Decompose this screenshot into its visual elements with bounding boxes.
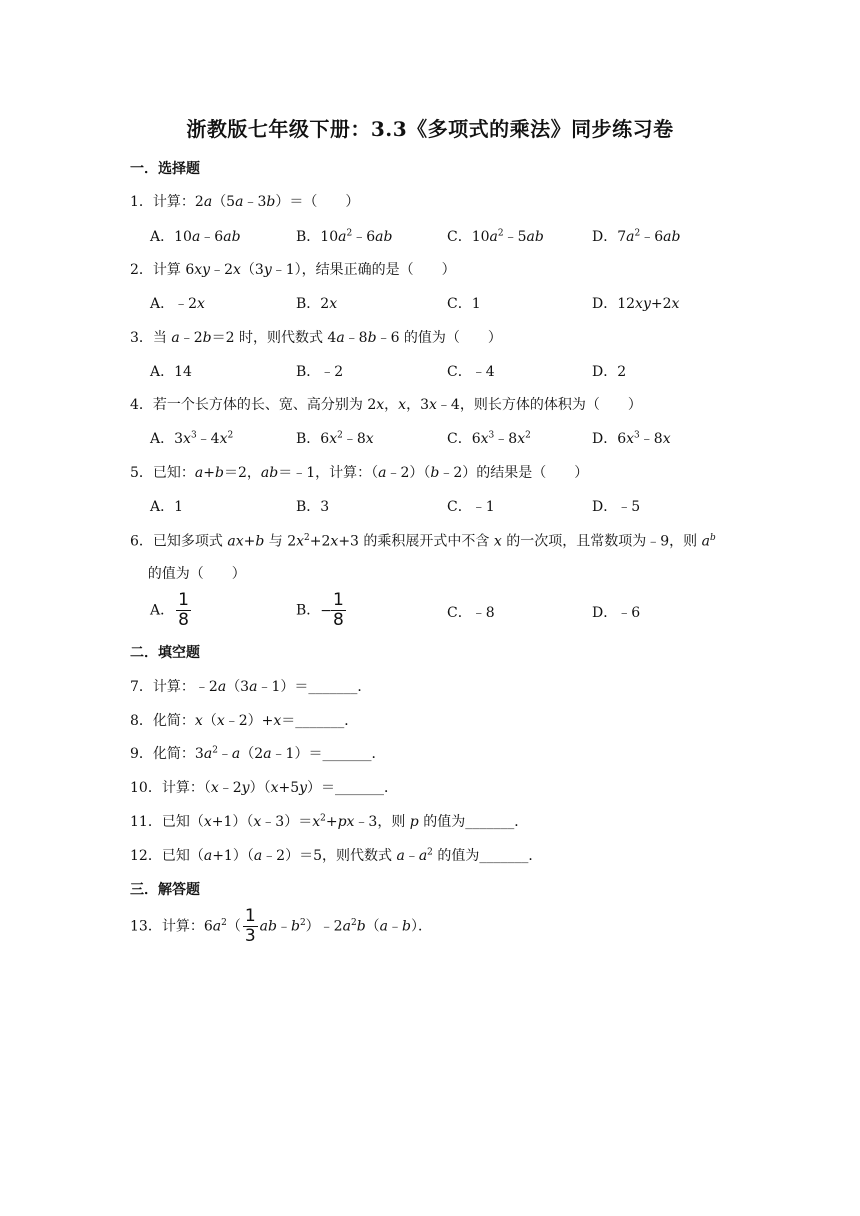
option-c: C．1 xyxy=(447,296,481,312)
question-11: 11．已知$(x+1)(x﹣3)=x^2+px﹣3$，则 p 的值为_______． xyxy=(130,813,529,830)
option-d: D．2 xyxy=(592,364,627,380)
section-fill-in: 二．填空题 xyxy=(130,645,200,661)
option-a: A．10a﹣6ab xyxy=(150,229,241,245)
question-7: 7．计算：﹣2a（3a﹣1）＝_______． xyxy=(130,679,372,695)
option-c: C．﹣8 xyxy=(447,605,495,621)
question-5: 5．已知：a+b＝2，ab＝﹣1，计算：（a﹣2）（b﹣2）的结果是（ ） xyxy=(130,465,589,481)
option-b: B．2x xyxy=(296,296,338,312)
option-d: D．﹣6 xyxy=(592,605,641,621)
option-b: B．﹣2 xyxy=(296,364,344,380)
question-2: 2．计算 6xy﹣2x（3y﹣1），结果正确的是（ ） xyxy=(130,262,456,278)
question-5-options xyxy=(150,496,750,518)
option-c: C．$10a^2﹣5ab$ xyxy=(447,228,544,245)
option-d: D．$7a^2﹣6ab$ xyxy=(592,228,681,245)
option-a: A．$3x^3﹣4x^2$ xyxy=(150,430,234,447)
question-4-options xyxy=(150,428,750,450)
option-b: B．− $\frac{1}{8}$ xyxy=(296,590,344,630)
question-8: 8．化简：x（x﹣2）+x＝_______． xyxy=(130,713,359,729)
question-1: 1．计算：2a（5a﹣3b）＝（ ） xyxy=(130,194,360,210)
page-title: 浙教版七年级下册：3.3《多项式的乘法》同步练习卷 xyxy=(186,117,674,141)
question-3-options xyxy=(150,361,750,383)
option-a: A．1 xyxy=(150,499,184,515)
option-d: D．﹣5 xyxy=(592,499,641,515)
option-c: C．﹣4 xyxy=(447,364,495,380)
option-b: B．3 xyxy=(296,499,330,515)
question-1-options xyxy=(150,226,750,248)
question-9: 9．化简：$3a^2﹣a(2a﹣1)=\_\_\_\_\_\_\_$． xyxy=(130,745,386,762)
option-a: A．14 xyxy=(150,364,192,380)
question-6: 6．已知多项式 ax+b 与 $2x^2+2x+3$ 的乘积展开式中不含 x 的一次项，且常数项为﹣9，则 $a^b$ 的值为（ ） xyxy=(130,533,716,582)
option-a: A．﹣2x xyxy=(150,296,205,312)
option-d: D．12xy+2x xyxy=(592,296,680,312)
option-b: B．$6x^2﹣8x$ xyxy=(296,430,374,447)
question-12: 12．已知（a+1）（a﹣2）＝5，则代数式 $a﹣a^2$ 的值为_______． xyxy=(130,847,543,864)
question-3: 3．当 a﹣2b＝2 时，则代数式 4a﹣8b﹣6 的值为（ ） xyxy=(130,330,502,346)
option-a: A． $\frac{1}{8}$ xyxy=(150,590,189,630)
question-6-options xyxy=(150,592,750,632)
section-solution: 三．解答题 xyxy=(130,882,200,898)
option-c: C．﹣1 xyxy=(447,499,495,515)
section-multiple-choice: 一．选择题 xyxy=(130,161,200,177)
option-d: D．$6x^3﹣8x$ xyxy=(592,430,671,447)
option-b: B．$10a^2﹣6ab$ xyxy=(296,228,393,245)
question-2-options xyxy=(150,293,750,315)
question-13: 13．计算：$6a^2$（ $\frac{1}{3}$ $ab﹣b^2)﹣2a^2b(a﹣b)$． xyxy=(130,906,432,946)
question-10: 10．计算：（x﹣2y）（x+5y）＝_______． xyxy=(130,780,399,796)
question-4: 4．若一个长方体的长、宽、高分别为 2x，x，3x﹣4，则长方体的体积为（ ） xyxy=(130,397,642,413)
option-c: C．$6x^3﹣8x^2$ xyxy=(447,430,531,447)
